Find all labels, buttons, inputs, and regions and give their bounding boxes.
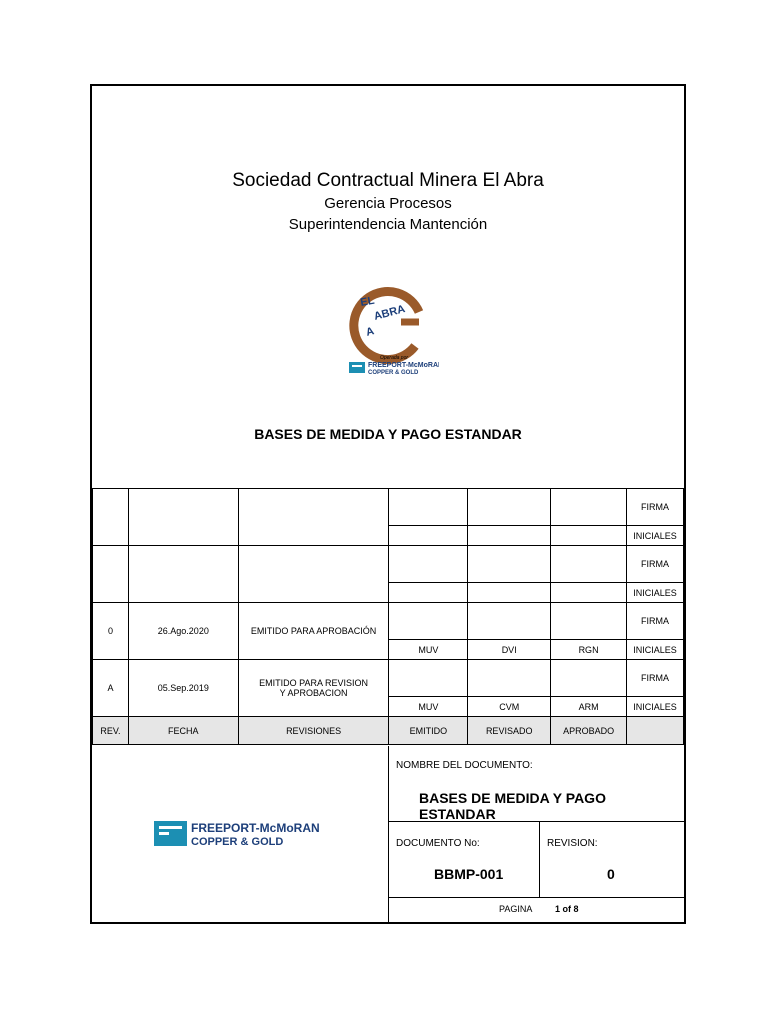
iniciales-label: INICIALES — [627, 697, 684, 717]
revision-label: REVISION: — [547, 838, 598, 849]
signature-cell — [468, 489, 551, 526]
header-emitido: EMITIDO — [389, 717, 468, 745]
revisado-cell — [468, 526, 551, 546]
firma-label: FIRMA — [627, 546, 684, 583]
freeport-logo — [154, 820, 329, 848]
revision-cell: EMITIDO PARA APROBACIÓN — [238, 603, 389, 660]
document-title: BASES DE MEDIDA Y PAGO ESTANDAR — [254, 426, 522, 442]
doc-name-label: NOMBRE DEL DOCUMENTO: — [396, 760, 533, 771]
revision-value: 0 — [607, 866, 615, 882]
doc-no-value: BBMP-001 — [434, 866, 504, 882]
signature-cell — [551, 603, 627, 640]
department-name: Gerencia Procesos — [324, 195, 452, 212]
subdepartment-name: Superintendencia Mantención — [288, 216, 488, 233]
revisado-cell: DVI — [468, 640, 551, 660]
fecha-cell — [128, 546, 238, 603]
page-cell — [388, 898, 684, 922]
signature-cell — [389, 489, 468, 526]
title-block — [92, 746, 684, 922]
signature-cell — [389, 546, 468, 583]
header-empty — [627, 717, 684, 745]
doc-name-value: BASES DE MEDIDA Y PAGO ESTANDAR — [419, 790, 606, 822]
signature-cell — [389, 603, 468, 640]
document-number-cell — [388, 822, 539, 898]
revision-cell — [238, 489, 389, 546]
header-aprobado: APROBADO — [551, 717, 627, 745]
brand-line2: COPPER & GOLD — [368, 370, 419, 376]
company-name: Sociedad Contractual Minera El Abra — [232, 170, 544, 191]
header-rev: REV. — [93, 717, 129, 745]
signature-cell — [468, 603, 551, 640]
brand-line2: COPPER & GOLD — [191, 836, 284, 848]
signature-cell — [389, 660, 468, 697]
svg-text:EL: EL — [359, 294, 376, 309]
rev-cell: 0 — [93, 603, 129, 660]
emitido-cell: MUV — [389, 640, 468, 660]
revision-cell: EMITIDO PARA REVISION Y APROBACION — [238, 660, 389, 717]
fecha-cell: 05.Sep.2019 — [128, 660, 238, 717]
emitido-cell — [389, 583, 468, 603]
aprobado-cell: RGN — [551, 640, 627, 660]
header-revisado: REVISADO — [468, 717, 551, 745]
rev-cell — [93, 546, 129, 603]
revision-cell — [238, 546, 389, 603]
operated-by-text: Operada por — [379, 355, 409, 361]
signature-cell — [468, 660, 551, 697]
doc-no-label: DOCUMENTO No: — [396, 838, 480, 849]
brand-line1: FREEPORT-McMoRAN — [191, 821, 320, 835]
header-fecha: FECHA — [128, 717, 238, 745]
revisado-cell — [468, 583, 551, 603]
fecha-cell — [128, 489, 238, 546]
emitido-cell: MUV — [389, 697, 468, 717]
signature-cell — [551, 660, 627, 697]
svg-text:A: A — [364, 325, 376, 339]
svg-text:ABRA: ABRA — [372, 303, 407, 323]
revision-cell — [539, 822, 684, 898]
signature-cell — [551, 489, 627, 526]
iniciales-label: INICIALES — [627, 640, 684, 660]
aprobado-cell — [551, 583, 627, 603]
header-revisiones: REVISIONES — [238, 717, 389, 745]
firma-label: FIRMA — [627, 660, 684, 697]
page-value: 1 of 8 — [555, 904, 579, 914]
cover-header — [92, 86, 684, 489]
iniciales-label: INICIALES — [627, 583, 684, 603]
signature-cell — [468, 546, 551, 583]
document-name-cell — [388, 746, 684, 822]
document-frame — [90, 84, 686, 924]
revisado-cell: CVM — [468, 697, 551, 717]
firma-label: FIRMA — [627, 603, 684, 640]
aprobado-cell: ARM — [551, 697, 627, 717]
rev-cell: A — [93, 660, 129, 717]
aprobado-cell — [551, 526, 627, 546]
fecha-cell: 26.Ago.2020 — [128, 603, 238, 660]
el-abra-logo — [349, 276, 439, 376]
emitido-cell — [389, 526, 468, 546]
revision-table — [92, 488, 684, 745]
brand-line1: FREEPORT-McMoRAN — [368, 362, 439, 369]
iniciales-label: INICIALES — [627, 526, 684, 546]
rev-cell — [93, 489, 129, 546]
firma-label: FIRMA — [627, 489, 684, 526]
page-label: PAGINA — [499, 904, 533, 914]
signature-cell — [551, 546, 627, 583]
